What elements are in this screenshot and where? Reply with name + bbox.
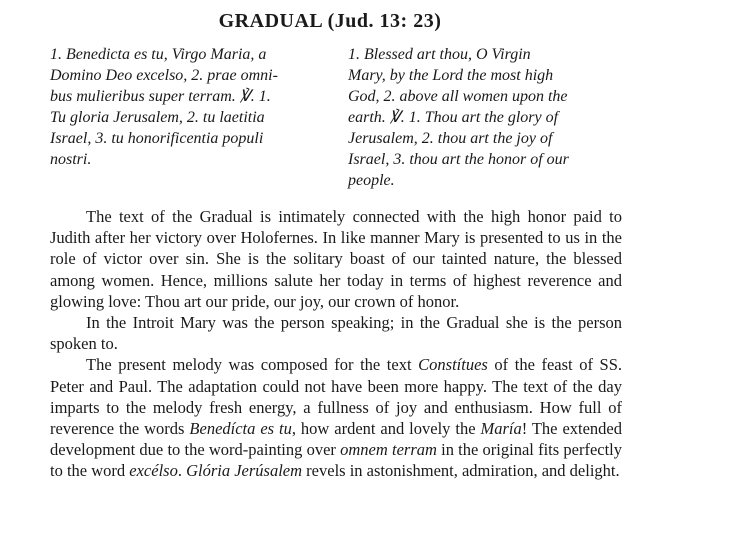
- text-run: in the original fits perfectly to the word: [50, 440, 623, 481]
- text-run: .: [177, 461, 187, 481]
- latin-line: bus mulieribus super terram. ℣. 1.: [50, 88, 271, 105]
- latin-term-gloria: Glória Jerúsalem: [186, 461, 303, 481]
- latin-line: Israel, 3. tu honorificentia populi: [50, 130, 264, 147]
- english-line: Israel, 3. thou art the honor of our: [348, 151, 569, 168]
- commentary-paragraph-1: The text of the Gradual is intimately connected with the high honor paid to Judith after her victory over Holofernes. In like manner Mary is presented to us in the role of victor over sin. She is the solitary boast of our tainted nature, the blessed among women. Hence, millions salute her today in terms of highest reverence and glowing love: Thou art our pride, our joy, our crown of honor.: [50, 207, 622, 311]
- english-line: 1. Blessed art thou, O Virgin: [348, 46, 531, 63]
- latin-line: Domino Deo excelso, 2. prae omni-: [50, 67, 278, 84]
- text-run: , how ardent and lovely the: [291, 419, 481, 439]
- english-line: Mary, by the Lord the most high: [348, 67, 554, 84]
- english-line: earth. ℣. 1. Thou art the glory of: [348, 109, 559, 126]
- latin-line: 1. Benedicta es tu, Virgo Maria, a: [50, 46, 267, 63]
- scripture-reference: (Jud. 13: 23): [327, 10, 442, 32]
- latin-line: Tu gloria Jerusalem, 2. tu laetitia: [50, 109, 265, 126]
- latin-term-constitues: Constítues: [418, 355, 488, 375]
- commentary-paragraph-2: In the Introit Mary was the person speaking; in the Gradual she is the person spoken to.: [50, 313, 622, 354]
- text-run: of the feast of SS. Peter and Paul. The adaptation could not have been more happy. The text of the day imparts to the melody fresh energy, a fullness of joy and enthusiasm. How full of reverence the words: [50, 355, 622, 439]
- english-text-column: [348, 44, 623, 191]
- text-run: The present melody was composed for the text: [86, 355, 419, 375]
- text-run: ! The extended development due to the word-painting over: [50, 419, 622, 460]
- latin-term-excelso: excélso: [129, 461, 178, 481]
- english-line: Jerusalem, 2. thou art the joy of: [348, 130, 553, 147]
- latin-text-column: [50, 44, 333, 170]
- latin-term-maria: María: [480, 419, 522, 439]
- english-line: people.: [348, 172, 395, 189]
- latin-line: nostri.: [50, 151, 92, 168]
- commentary-paragraph-3: [50, 354, 622, 481]
- gradual-heading: GRADUAL: [218, 10, 323, 32]
- english-line: God, 2. above all women upon the: [348, 88, 568, 105]
- commentary-body: [50, 206, 622, 482]
- text-run: revels in astonishment, admiration, and delight.: [302, 461, 620, 481]
- latin-term-omnem-terram: omnem terram: [340, 440, 437, 460]
- latin-term-benedicta: Benedícta es tu: [189, 419, 292, 439]
- page-title: [0, 10, 660, 33]
